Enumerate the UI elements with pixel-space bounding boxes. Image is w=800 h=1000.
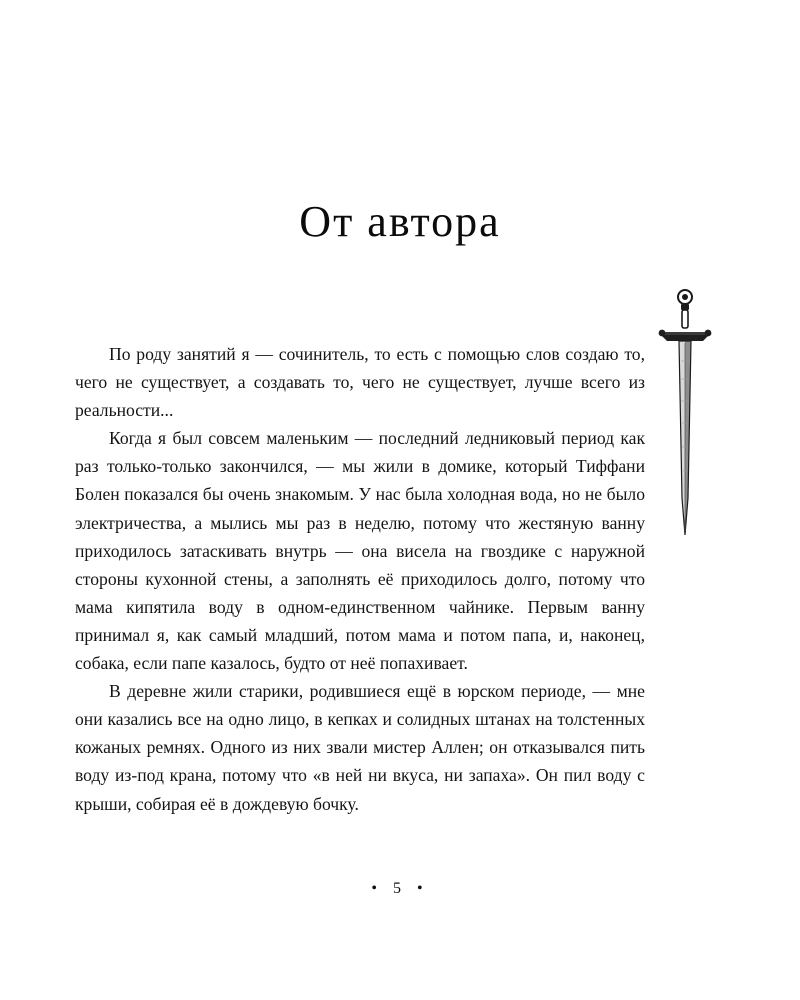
page-number: • 5 • [371, 880, 429, 897]
paragraph: По роду занятий я — сочинитель, то есть с помощью слов создаю то, чего не существует, а создавать то, чего не существует, лучше всего из реальности... [75, 344, 645, 421]
body-text [75, 340, 645, 818]
sword-icon [655, 283, 715, 543]
paragraph: В деревне жили старики, родившиеся ещё в юрском периоде, — мне они казались все на одно лицо, в кепках и солидных штанах на толстенных кожаных ремнях. Одного из них звали мистер Аллен; он отказывался пить воду из-под крана, потому что «в ней ни вкуса, ни запаха». Он пил воду с крыши, собирая её в дождевую бочку. [75, 681, 645, 814]
page-title: От автора [299, 197, 501, 246]
paragraph: Когда я был совсем маленьким — последний ледниковый период как раз только-только закончился, — мы жили в домике, который Тиффани Болен показался бы очень знакомым. У нас была холодная вода, но не было электричества, а мылись мы раз в неделю, потому что жестяную ванну приходилось затаскивать внутрь — она висела на гвоздике с наружной стороны кухонной стены, а заполнять её приходилось долго, потому что мама кипятила воду в одном-единственном чайнике. Первым ванну принимал я, как самый младший, потом мама и потом папа, и, наконец, собака, если папе казалось, будто от неё попахивает. [75, 428, 645, 674]
